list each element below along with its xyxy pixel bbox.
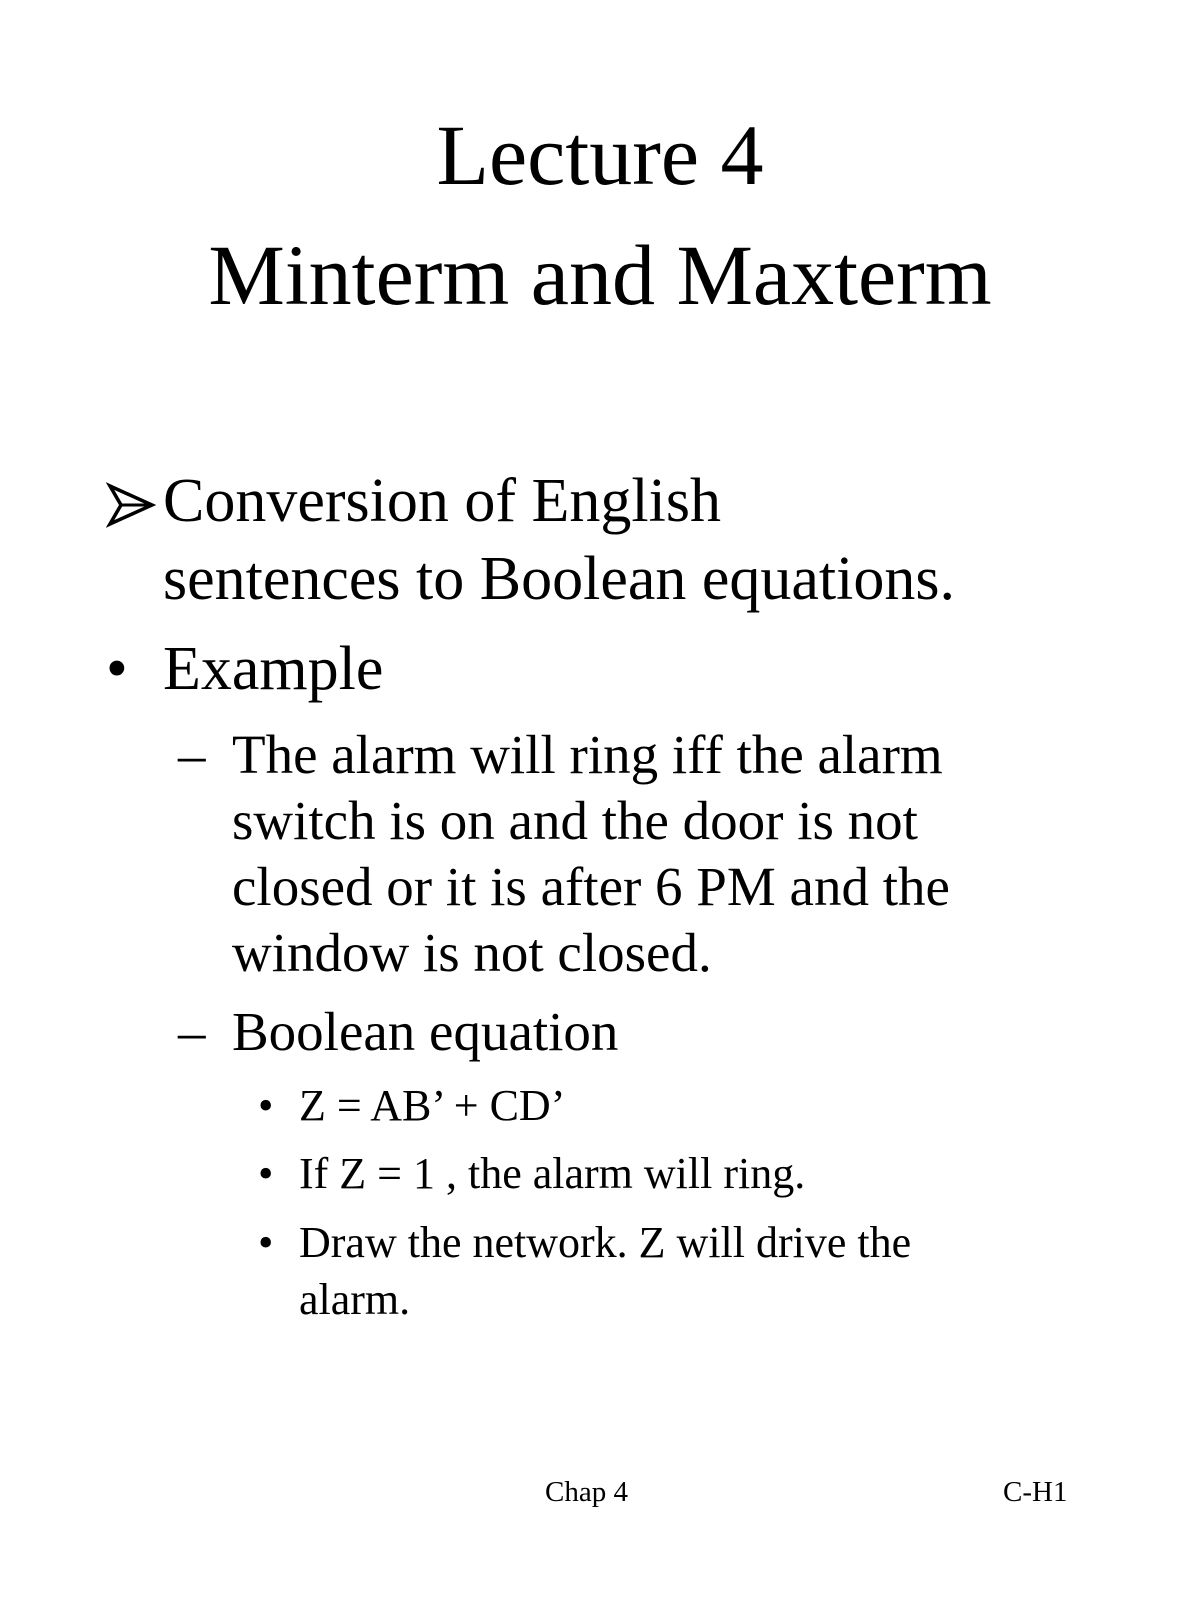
main-point-line-1: Conversion of English (163, 467, 721, 535)
sub-bullet: • (258, 1218, 274, 1267)
example-label: Example (163, 635, 384, 703)
footer-code: C-H1 (1003, 1476, 1068, 1508)
draw-network-line-1: Draw the network. Z will drive the (299, 1218, 912, 1267)
dash-marker: – (178, 1001, 206, 1062)
sub-bullet: • (258, 1149, 274, 1198)
alarm-condition-text: If Z = 1 , the alarm will ring. (299, 1149, 806, 1198)
boolean-equation-label: Boolean equation (232, 1001, 619, 1062)
sentence-line-4: window is not closed. (232, 922, 712, 983)
sentence-line-2: switch is on and the door is not (232, 790, 918, 851)
arrow-bullet-icon (106, 480, 156, 530)
main-point-line-2: sentences to Boolean equations. (163, 545, 956, 613)
dash-marker: – (178, 724, 206, 785)
equation-text: Z = AB’ + CD’ (299, 1081, 566, 1130)
sub-bullet: • (258, 1081, 274, 1130)
arrow-bullet-icon-svg (106, 480, 156, 530)
slide-title-line-1: Lecture 4 (436, 107, 764, 203)
draw-network-line-2: alarm. (299, 1275, 411, 1324)
example-bullet: • (106, 635, 128, 703)
footer-chapter: Chap 4 (545, 1476, 628, 1508)
sentence-line-1: The alarm will ring iff the alarm (232, 724, 943, 785)
sentence-line-3: closed or it is after 6 PM and the (232, 856, 950, 917)
slide-title-line-2: Minterm and Maxterm (208, 227, 992, 323)
